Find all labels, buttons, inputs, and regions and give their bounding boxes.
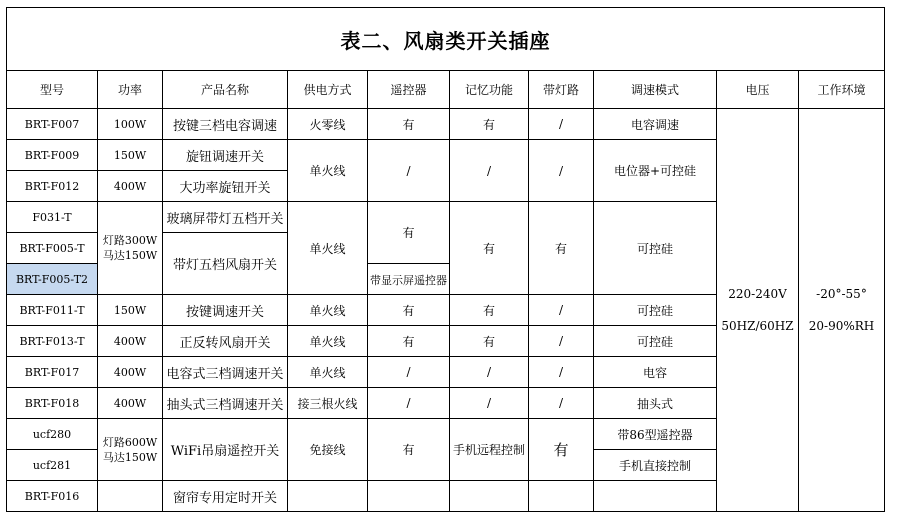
cell-speed-mode[interactable]: 带86型遥控器 [594,419,717,450]
cell-lamp[interactable]: / [529,326,594,357]
power-line-1: 灯路600W [102,435,158,449]
cell-remote[interactable]: / [368,357,450,388]
header-power-supply: 供电方式 [288,71,368,109]
cell-lamp[interactable]: / [529,388,594,419]
cell-memory[interactable]: 有 [450,326,529,357]
cell-product-name[interactable]: 按键调速开关 [163,295,288,326]
cell-speed-mode[interactable]: 可控硅 [594,295,717,326]
voltage-line-2: 50HZ/60HZ [721,319,794,333]
power-line-1: 灯路300W [102,234,158,247]
cell-supply[interactable]: 单火线 [288,357,368,388]
voltage-line-1: 220-240V [728,287,787,301]
cell-model[interactable]: BRT-F009 [7,140,98,171]
cell-speed-mode[interactable]: 电位器+可控硅 [594,140,717,202]
cell-remote[interactable]: 有 [368,326,450,357]
cell-model[interactable]: BRT-F017 [7,357,98,388]
cell-memory[interactable]: 手机远程控制 [450,419,529,481]
cell-product-name[interactable]: 按键三档电容调速 [163,109,288,140]
power-line-2: 马达150W [102,249,158,262]
cell-speed-mode[interactable]: 可控硅 [594,202,717,295]
cell-power[interactable]: 100W [98,109,163,140]
cell-product-name[interactable]: 带灯五档风扇开关 [163,233,288,295]
cell-product-name[interactable]: 抽头式三档调速开关 [163,388,288,419]
header-environment: 工作环境 [799,71,885,109]
cell-lamp[interactable]: / [529,140,594,202]
cell-product-name[interactable]: 电容式三档调速开关 [163,357,288,388]
cell-lamp[interactable]: 有 [529,419,594,481]
cell-product-name[interactable]: WiFi吊扇遥控开关 [163,419,288,481]
cell-supply[interactable]: 单火线 [288,202,368,295]
environment-line-1: -20°-55° [816,287,867,301]
cell-supply[interactable] [288,481,368,512]
cell-remote[interactable]: 带显示屏遥控器 [368,264,450,295]
cell-environment[interactable] [799,109,885,512]
cell-model[interactable]: BRT-F016 [7,481,98,512]
cell-product-name[interactable]: 大功率旋钮开关 [163,171,288,202]
header-power: 功率 [98,71,163,109]
header-voltage: 电压 [717,71,799,109]
cell-memory[interactable]: 有 [450,295,529,326]
fan-switch-table [6,7,885,512]
cell-supply[interactable]: 单火线 [288,326,368,357]
cell-model[interactable]: BRT-F013-T [7,326,98,357]
cell-model[interactable]: ucf280 [7,419,98,450]
cell-supply[interactable]: 火零线 [288,109,368,140]
cell-model-selected[interactable]: BRT-F005-T2 [7,264,98,295]
header-model: 型号 [7,71,98,109]
cell-memory[interactable]: 有 [450,202,529,295]
header-lamp-circuit: 带灯路 [529,71,594,109]
cell-remote[interactable]: / [368,388,450,419]
cell-power[interactable]: 400W [98,326,163,357]
cell-speed-mode[interactable]: 可控硅 [594,326,717,357]
cell-lamp[interactable] [529,481,594,512]
cell-supply[interactable]: 单火线 [288,295,368,326]
cell-supply[interactable]: 接三根火线 [288,388,368,419]
cell-speed-mode[interactable]: 抽头式 [594,388,717,419]
cell-model[interactable]: BRT-F012 [7,171,98,202]
table-title: 表二、风扇类开关插座 [7,8,885,71]
cell-voltage[interactable] [717,109,799,512]
environment-line-2: 20-90%RH [808,319,875,333]
cell-product-name[interactable]: 玻璃屏带灯五档开关 [163,202,288,233]
cell-power[interactable] [98,481,163,512]
header-memory: 记忆功能 [450,71,529,109]
cell-power[interactable]: 400W [98,388,163,419]
cell-memory[interactable] [450,481,529,512]
cell-supply[interactable]: 单火线 [288,140,368,202]
cell-product-name[interactable]: 正反转风扇开关 [163,326,288,357]
cell-model[interactable]: F031-T [7,202,98,233]
cell-speed-mode[interactable] [594,481,717,512]
power-line-2: 马达150W [102,450,158,464]
cell-remote[interactable]: / [368,140,450,202]
cell-lamp[interactable]: / [529,357,594,388]
cell-power[interactable]: 400W [98,171,163,202]
cell-model[interactable]: BRT-F007 [7,109,98,140]
cell-speed-mode[interactable]: 电容调速 [594,109,717,140]
cell-power[interactable] [98,419,163,481]
cell-power[interactable]: 150W [98,295,163,326]
cell-lamp[interactable]: 有 [529,202,594,295]
header-remote: 遥控器 [368,71,450,109]
cell-product-name[interactable]: 旋钮调速开关 [163,140,288,171]
cell-speed-mode[interactable]: 电容 [594,357,717,388]
cell-supply[interactable]: 免接线 [288,419,368,481]
cell-remote[interactable] [368,481,450,512]
cell-power[interactable]: 150W [98,140,163,171]
cell-model[interactable]: BRT-F018 [7,388,98,419]
cell-model[interactable]: BRT-F011-T [7,295,98,326]
cell-remote[interactable]: 有 [368,419,450,481]
header-product-name: 产品名称 [163,71,288,109]
cell-lamp[interactable]: / [529,109,594,140]
cell-model[interactable]: ucf281 [7,450,98,481]
cell-remote[interactable]: 有 [368,202,450,264]
cell-lamp[interactable]: / [529,295,594,326]
cell-memory[interactable]: 有 [450,109,529,140]
cell-product-name[interactable]: 窗帘专用定时开关 [163,481,288,512]
cell-model[interactable]: BRT-F005-T [7,233,98,264]
cell-memory[interactable]: / [450,357,529,388]
cell-power[interactable] [98,202,163,295]
cell-power[interactable]: 400W [98,357,163,388]
cell-memory[interactable]: / [450,388,529,419]
cell-remote[interactable]: 有 [368,109,450,140]
cell-memory[interactable]: / [450,140,529,202]
cell-remote[interactable]: 有 [368,295,450,326]
header-speed-mode: 调速模式 [594,71,717,109]
cell-speed-mode[interactable]: 手机直接控制 [594,450,717,481]
